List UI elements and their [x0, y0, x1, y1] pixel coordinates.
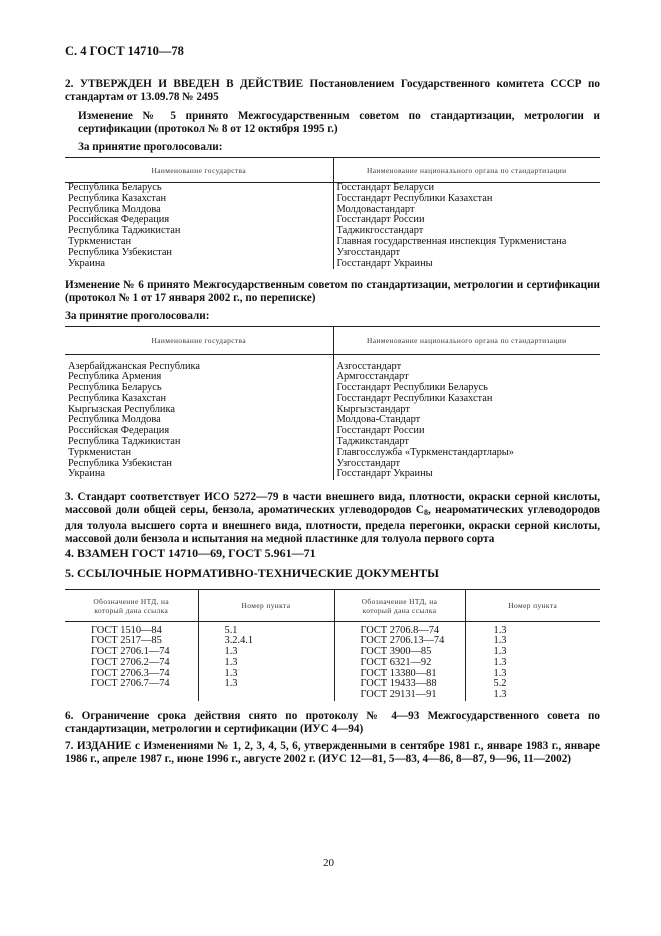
change5-agency: Узгосстандарт: [333, 248, 600, 259]
ref-item-right: 5.2: [465, 679, 600, 690]
change6-agency: Госстандарт Республики Беларусь: [333, 383, 600, 394]
ref-col-item-left: Номер пункта: [198, 590, 334, 622]
ref-row: [65, 679, 600, 690]
section-4: [65, 547, 316, 560]
section-7-text: ИЗДАНИЕ с Изменениями № 1, 2, 3, 4, 5, 6, утвержденными в сентябре 1981 г., январе 1983 г., январе 1986 г., апреле 1987 г., июне 1996 г., августе 2002 г. (ИУС 12—81, 5—83, 4—86, 8—87, 9—96, 11—2002): [65, 740, 600, 766]
ref-doc-right: ГОСТ 13380—81: [334, 669, 465, 680]
ref-item-left: 1.3: [198, 679, 334, 690]
ref-item-left: 3.2.4.1: [198, 636, 334, 647]
section-6-number: 6.: [65, 710, 74, 722]
ref-doc-left: ГОСТ 2706.2—74: [91, 656, 170, 668]
change6-state: Туркменистан: [68, 446, 132, 458]
change-6-col-agency: Наименование национального органа по стандартизации: [333, 327, 600, 355]
change5-state: Республика Молдова: [68, 203, 161, 215]
ref-item-right: 1.3: [465, 626, 600, 637]
ref-col-doc-right: Обозначение НТД, на который дана ссылка: [334, 590, 465, 622]
change6-row: [65, 437, 600, 448]
section-2-heading: УТВЕРЖДЕН И ВВЕДЕН В ДЕЙСТВИЕ: [79, 78, 304, 90]
section-7: [65, 740, 600, 767]
ref-doc-left: ГОСТ 1510—84: [91, 624, 162, 636]
ref-doc-left: ГОСТ 2706.3—74: [91, 667, 170, 679]
change5-agency: Госстандарт России: [333, 215, 600, 226]
ref-doc-right: ГОСТ 2706.13—74: [334, 636, 465, 647]
change5-state: Республика Казахстан: [68, 192, 167, 204]
section-2-text: Постановлением Государственного комитета СССР по стандартам от 13.09.78 № 2495: [65, 78, 600, 104]
change6-agency: Таджикстандарт: [333, 437, 600, 448]
change6-state: Республика Узбекистан: [68, 457, 172, 469]
ref-item-right: 1.3: [465, 647, 600, 658]
change5-agency: Главная государственная инспекция Туркменистана: [333, 237, 600, 248]
change-5-col-state: Наименование государства: [65, 158, 333, 183]
change6-agency: Кыргызстандарт: [333, 405, 600, 416]
ref-item-right: 1.3: [465, 690, 600, 701]
change5-state: Республика Узбекистан: [68, 246, 172, 258]
ref-doc-left: [65, 690, 198, 701]
change5-state: Республика Беларусь: [68, 182, 162, 193]
page-number: 20: [323, 857, 334, 869]
change-6-text: Изменение № 6 принято Межгосударственным советом по стандартизации, метрологии и сертификации (протокол № 1 от 17 января 2002 г., по переписке): [65, 279, 600, 305]
change6-state: Российская Федерация: [68, 425, 170, 437]
ref-doc-right: ГОСТ 29131—91: [334, 690, 465, 701]
references-table: [65, 589, 600, 701]
section-6: [65, 710, 600, 737]
change5-row: [65, 248, 600, 259]
section-6-text: Ограничение срока действия снято по протоколу № 4—93 Межгосударственного совета по стандартизации, метрологии и сертификации (ИУС 4—94): [65, 710, 601, 736]
section-5-title: ССЫЛОЧНЫЕ НОРМАТИВНО-ТЕХНИЧЕСКИЕ ДОКУМЕНТЫ: [77, 566, 439, 580]
change-5-col-agency: Наименование национального органа по стандартизации: [333, 158, 600, 183]
change5-agency: Госстандарт Республики Казахстан: [333, 194, 600, 205]
change5-state: Туркменистан: [68, 235, 132, 247]
section-3-subscript: 8: [423, 508, 428, 518]
change5-agency: Госстандарт Украины: [333, 259, 600, 270]
change6-agency: Армгосстандарт: [333, 372, 600, 383]
change-6-col-state: Наименование государства: [65, 327, 333, 355]
ref-doc-right: ГОСТ 2706.8—74: [334, 626, 465, 637]
change-6-voted: За принятие проголосовали:: [65, 310, 210, 322]
change6-agency: Госстандарт России: [333, 426, 600, 437]
ref-col-item-right: Номер пункта: [465, 590, 600, 622]
change6-agency: Молдова-Стандарт: [333, 415, 600, 426]
ref-doc-right: ГОСТ 19433—88: [334, 679, 465, 690]
section-3: [65, 491, 600, 547]
ref-item-left: 1.3: [198, 669, 334, 680]
change6-agency: Госстандарт Республики Казахстан: [333, 394, 600, 405]
change6-state: Республика Армения: [68, 371, 162, 383]
ref-item-left: 5.1: [198, 626, 334, 637]
ref-item-right: 1.3: [465, 636, 600, 647]
section-4-text: ВЗАМЕН ГОСТ 14710—69, ГОСТ 5.961—71: [77, 546, 316, 560]
ref-doc-right: ГОСТ 6321—92: [334, 658, 465, 669]
change5-state: Российская Федерация: [68, 214, 170, 226]
change-6-table: [65, 326, 600, 480]
change5-state: Украина: [68, 257, 106, 269]
change6-state: Азербайджанская Республика: [68, 360, 201, 372]
section-5: [65, 567, 439, 580]
section-3-text-a: Стандарт соответствует ИСО 5272—79 в части внешнего вида, плотности, окраски серной кислоты, массовой доли общей серы, бензола, ароматических углеводородов C: [65, 491, 601, 517]
change6-agency: Азгосстандарт: [333, 362, 600, 373]
section-5-number: 5.: [65, 566, 74, 580]
ref-item-right: 1.3: [465, 658, 600, 669]
section-2: [65, 78, 600, 105]
change6-state: Кыргызская Республика: [68, 403, 175, 415]
change-5-text: Изменение № 5 принято Межгосударственным советом по стандартизации, метрологии и сертификации (протокол № 8 от 12 октября 1995 г.): [78, 110, 600, 136]
ref-doc-left: ГОСТ 2517—85: [91, 635, 162, 647]
change-5-voted: За принятие проголосовали:: [78, 141, 223, 153]
change5-row: [65, 259, 600, 270]
section-4-number: 4.: [65, 546, 74, 560]
change6-row: [65, 469, 600, 480]
ref-item-left: 1.3: [198, 658, 334, 669]
section-3-number: 3.: [65, 491, 74, 503]
change-5-table: [65, 157, 600, 269]
ref-item-left: 1.3: [198, 647, 334, 658]
change5-state: Республика Таджикистан: [68, 225, 181, 237]
section-7-number: 7.: [65, 740, 74, 752]
change6-state: Республика Таджикистан: [68, 436, 181, 448]
change6-agency: Узгосстандарт: [333, 459, 600, 470]
ref-row: [65, 690, 600, 701]
change6-state: Республика Молдова: [68, 414, 161, 426]
change6-row: [65, 459, 600, 470]
ref-col-doc-left: Обозначение НТД, на который дана ссылка: [65, 590, 198, 622]
section-2-number: 2.: [65, 78, 74, 90]
ref-doc-left: ГОСТ 2706.7—74: [91, 678, 170, 690]
page-header: С. 4 ГОСТ 14710—78: [65, 44, 184, 58]
change6-state: Республика Беларусь: [68, 382, 162, 394]
change6-agency: Главгосслужба «Туркменстандартлары»: [333, 448, 600, 459]
ref-doc-right: ГОСТ 3900—85: [334, 647, 465, 658]
change6-agency: Госстандарт Украины: [333, 469, 600, 480]
section-3-text-b: , неароматических углеводородов для толуола высшего сорта и внешнего вида, плотности, предела перегонки, окраски серной кислоты, массовой доли бензола и испытания на медной пластинке для толуола первого сорта: [65, 504, 600, 546]
change5-agency: Таджикгосстандарт: [333, 226, 600, 237]
change5-agency: Госстандарт Беларуси: [333, 183, 600, 194]
ref-item-left: [198, 690, 334, 701]
change5-row: [65, 194, 600, 205]
ref-doc-left: ГОСТ 2706.1—74: [91, 646, 170, 658]
change6-state: Украина: [68, 468, 106, 480]
ref-item-right: 1.3: [465, 669, 600, 680]
change5-agency: Молдовастандарт: [333, 205, 600, 216]
change6-state: Республика Казахстан: [68, 392, 167, 404]
